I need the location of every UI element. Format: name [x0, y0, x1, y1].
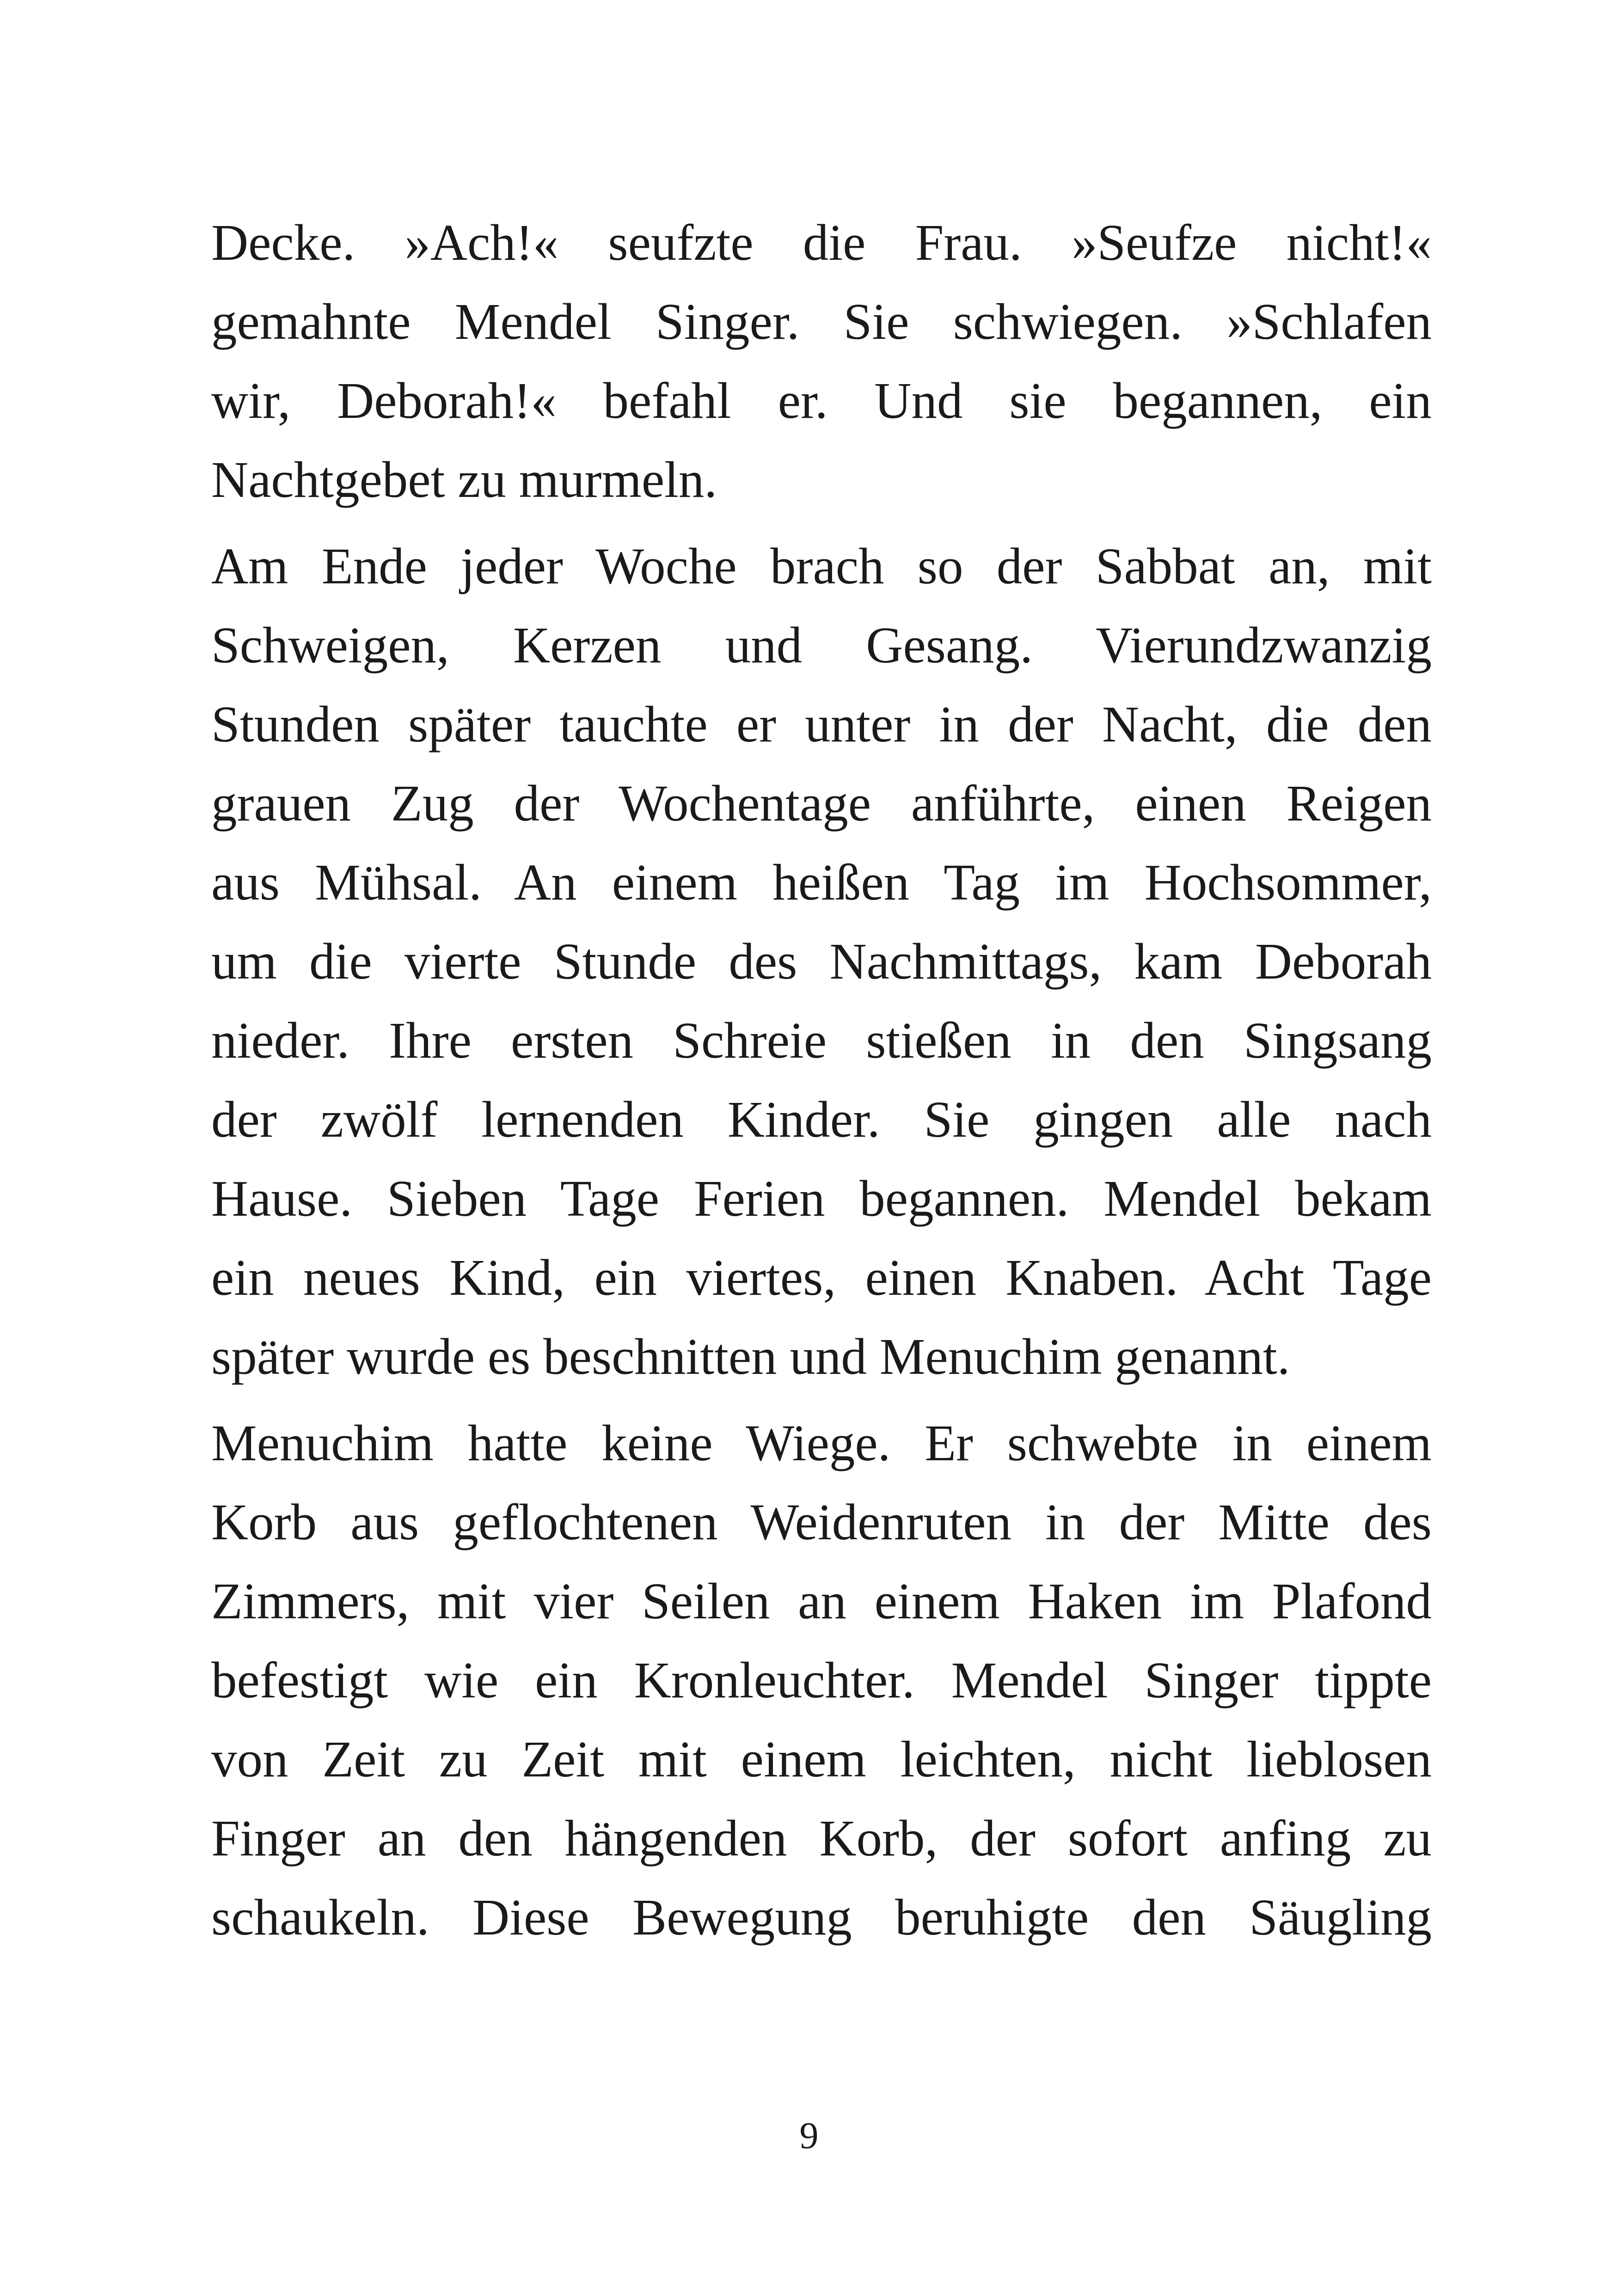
text-line: später wurde es beschnitten und Menuchim genannt.: [211, 1329, 1290, 1385]
text-line: aus Mühsal. An einem heißen Tag im Hochsommer,: [211, 854, 1432, 911]
text-line: Menuchim hatte keine Wiege. Er schwebte in einem: [211, 1415, 1432, 1472]
text-line: Am Ende jeder Woche brach so der Sabbat an, mit: [211, 538, 1432, 595]
text-line: befestigt wie ein Kronleuchter. Mendel Singer tippte: [211, 1652, 1432, 1709]
text-line: wir, Deborah!« befahl er. Und sie begannen, ein: [211, 373, 1432, 429]
text-line: Hause. Sieben Tage Ferien begannen. Mendel bekam: [211, 1170, 1432, 1227]
paragraph-3: [211, 1404, 1432, 1957]
text-line: Finger an den hängenden Korb, der sofort anfing zu: [211, 1810, 1432, 1867]
text-line: der zwölf lernenden Kinder. Sie gingen alle nach: [211, 1091, 1432, 1148]
text-line: Schweigen, Kerzen und Gesang. Vierundzwanzig: [211, 617, 1432, 674]
paragraph-1: [211, 203, 1432, 520]
text-line: Nachtgebet zu murmeln.: [211, 452, 717, 508]
text-line: ein neues Kind, ein viertes, einen Knaben. Acht Tage: [211, 1249, 1432, 1306]
text-line: nieder. Ihre ersten Schreie stießen in den Singsang: [211, 1012, 1432, 1069]
text-line: schaukeln. Diese Bewegung beruhigte den Säugling: [211, 1889, 1432, 1946]
paragraph-2: [211, 527, 1432, 1396]
text-line: von Zeit zu Zeit mit einem leichten, nicht lieblosen: [211, 1731, 1432, 1788]
page-number: 9: [799, 2114, 819, 2156]
text-line: gemahnte Mendel Singer. Sie schwiegen. »Schlafen: [211, 294, 1432, 350]
text-line: Stunden später tauchte er unter in der Nacht, die den: [211, 696, 1432, 753]
text-line: um die vierte Stunde des Nachmittags, kam Deborah: [211, 933, 1432, 990]
text-line: Decke. »Ach!« seufzte die Frau. »Seufze nicht!«: [211, 214, 1432, 271]
text-line: Zimmers, mit vier Seilen an einem Haken im Plafond: [211, 1573, 1432, 1630]
text-line: grauen Zug der Wochentage anführte, einen Reigen: [211, 775, 1432, 832]
body-text: [211, 203, 1432, 1957]
text-line: Korb aus geflochtenen Weidenruten in der Mitte des: [211, 1494, 1432, 1551]
